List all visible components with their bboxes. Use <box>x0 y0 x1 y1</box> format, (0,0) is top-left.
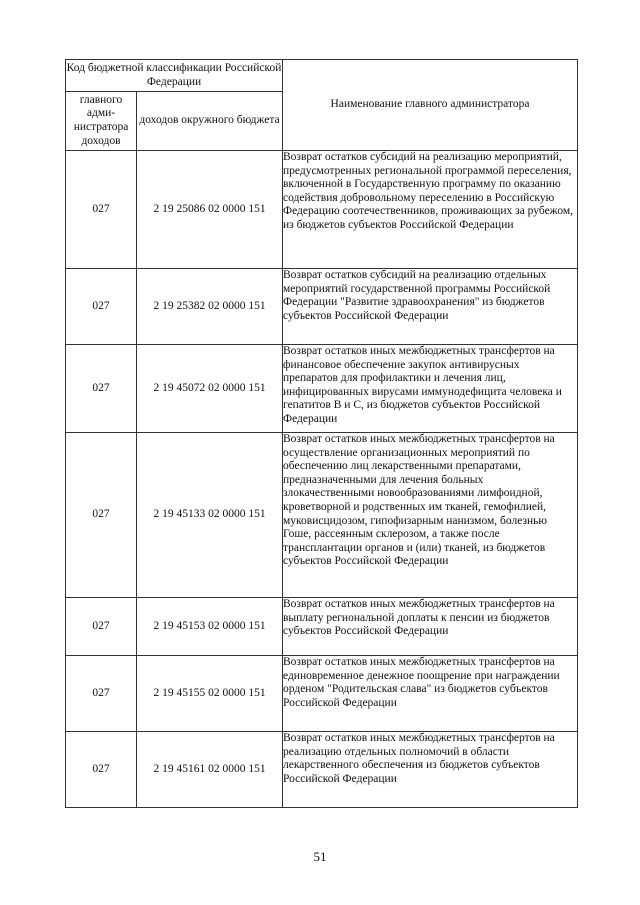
header-col-name: Наименование главного администратора <box>283 60 578 151</box>
admin-code-cell: 027 <box>66 732 137 808</box>
admin-code-cell: 027 <box>66 269 137 345</box>
table-row <box>66 345 578 433</box>
income-code-cell: 2 19 45133 02 0000 151 <box>137 433 283 598</box>
table-row <box>66 269 578 345</box>
header-col-admin: главного адми-нистратора доходов <box>66 92 137 151</box>
admin-name-cell: Возврат остатков иных межбюджетных трансфертов на выплату региональной доплаты к пенсии из бюджетов субъектов Российской Федерации <box>283 598 578 656</box>
admin-name-cell: Возврат остатков иных межбюджетных трансфертов на единовременное денежное поощрение при награждении орденом "Родительская слава" из бюджетов субъектов Российской Федерации <box>283 656 578 732</box>
income-code-cell: 2 19 25382 02 0000 151 <box>137 269 283 345</box>
income-code-cell: 2 19 25086 02 0000 151 <box>137 151 283 269</box>
header-group-title: Код бюджетной классификации Российской Федерации <box>66 60 283 92</box>
header-col-code: доходов окружного бюджета <box>137 92 283 151</box>
budget-classification-table <box>65 59 578 808</box>
table-header-row <box>66 60 578 92</box>
admin-name-cell: Возврат остатков иных межбюджетных трансфертов на финансовое обеспечение закупок антивирусных препаратов для профилактики и лечения лиц, инфицированных вирусами иммунодефицита человека и гепатитов В и С, из бюджетов субъектов Российской Федерации <box>283 345 578 433</box>
admin-name-cell: Возврат остатков иных межбюджетных трансфертов на осуществление организационных мероприятий по обеспечению лиц лекарственными препаратами, предназначенными для лечения больных злокачественными новообразованиями лимфоидной, кроветворной и родственных им тканей, гемофилией, муковисцидозом, гипофизарным нанизмом, болезнью Гоше, рассеянным склерозом, а также после трансплантации органов и (или) тканей, из бюджетов субъектов Российской Федерации <box>283 433 578 598</box>
income-code-cell: 2 19 45161 02 0000 151 <box>137 732 283 808</box>
admin-name-cell: Возврат остатков иных межбюджетных трансфертов на реализацию отдельных полномочий в области лекарственного обеспечения из бюджетов субъектов Российской Федерации <box>283 732 578 808</box>
admin-code-cell: 027 <box>66 151 137 269</box>
admin-code-cell: 027 <box>66 345 137 433</box>
income-code-cell: 2 19 45155 02 0000 151 <box>137 656 283 732</box>
admin-code-cell: 027 <box>66 598 137 656</box>
admin-code-cell: 027 <box>66 656 137 732</box>
table-row <box>66 656 578 732</box>
income-code-cell: 2 19 45072 02 0000 151 <box>137 345 283 433</box>
income-code-cell: 2 19 45153 02 0000 151 <box>137 598 283 656</box>
table-row <box>66 151 578 269</box>
table-row <box>66 732 578 808</box>
page-number: 51 <box>313 849 327 864</box>
admin-name-cell: Возврат остатков субсидий на реализацию мероприятий, предусмотренных региональной программой переселения, включенной в Государственную программу по оказанию содействия добровольному переселению в Российскую Федерацию соотечественников, проживающих за рубежом, из бюджетов субъектов Российской Федерации <box>283 151 578 269</box>
admin-code-cell: 027 <box>66 433 137 598</box>
table-row <box>66 433 578 598</box>
admin-name-cell: Возврат остатков субсидий на реализацию отдельных мероприятий государственной программы Российской Федерации "Развитие здравоохранения" из бюджетов субъектов Российской Федерации <box>283 269 578 345</box>
table-row <box>66 598 578 656</box>
